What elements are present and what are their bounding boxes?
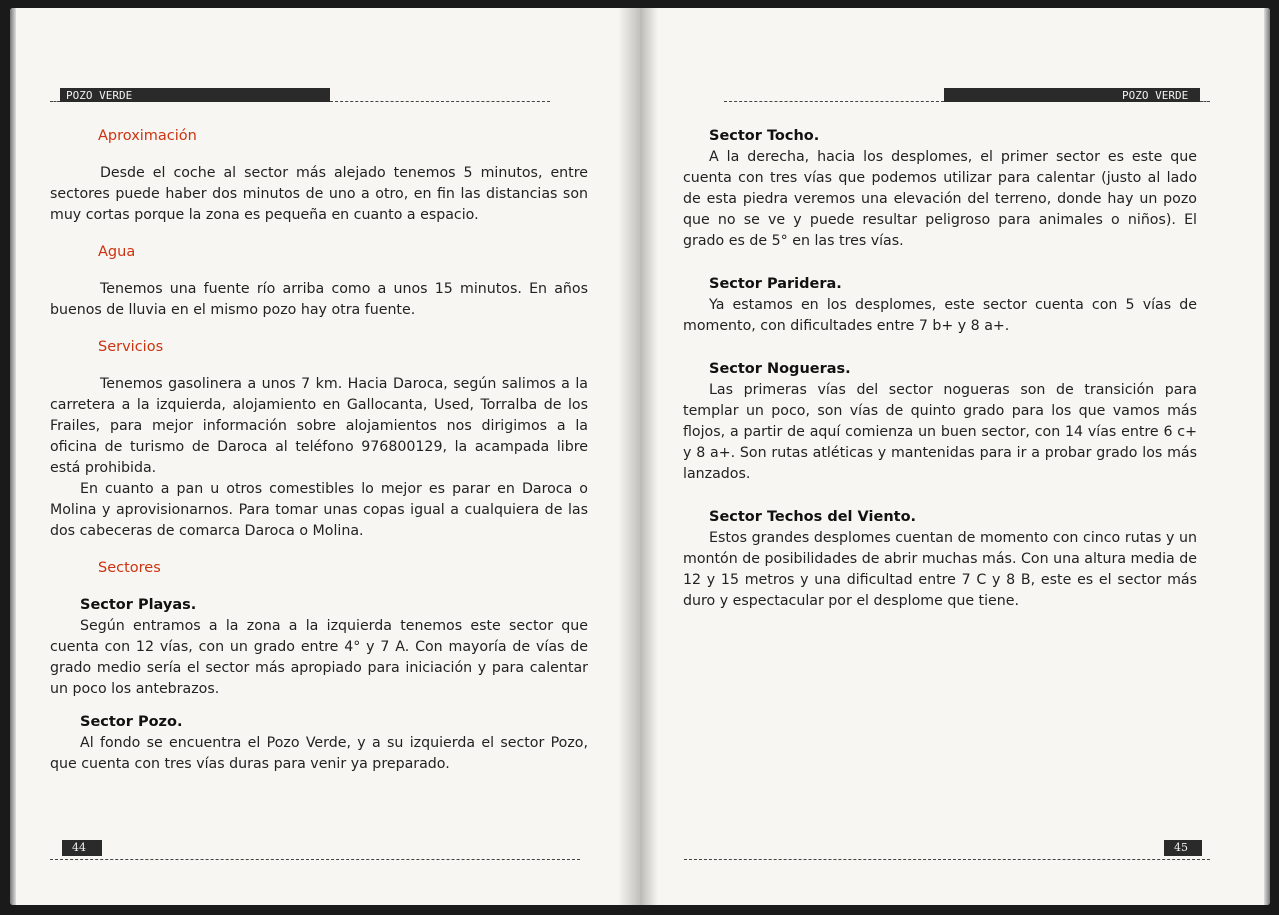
book-edge-left (10, 8, 16, 905)
paragraph-servicios-1: Tenemos gasolinera a unos 7 km. Hacia Daroca, según salimos a la carretera a la izquierda, alojamiento en Gallocanta, Used, Torralba de los Frailes, para mejor información sobre alojamientos nos dirigimos a la oficina de turismo de Daroca al teléfono 976800129, la acampada libre está prohibida. (50, 376, 588, 476)
running-header-left (60, 88, 550, 102)
paragraph-agua: Tenemos una fuente río arriba como a unos 15 minutos. En años buenos de lluvia en el mismo pozo hay otra fuente. (50, 281, 588, 318)
right-page-body (683, 126, 1197, 612)
paragraph-sector-playas: Según entramos a la zona a la izquierda tenemos este sector que cuenta con 12 vías, con un grado entre 4° y 7 A. Con mayoría de vías de grado medio sería el sector más apropiado para iniciación y para calentar un poco los antebrazos. (50, 618, 588, 697)
heading-sector-nogueras: Sector Nogueras. (709, 361, 851, 377)
heading-sector-paridera: Sector Paridera. (709, 276, 842, 292)
paragraph-sector-tocho: A la derecha, hacia los desplomes, el primer sector es este que cuenta con tres vías que podemos utilizar para calentar (justo al lado de esta piedra veremos una elevación del terreno, donde hay un pozo que no se ve y puede resultar peligroso para animales o niños). El grado es de 5° en las tres vías. (683, 149, 1197, 249)
heading-sector-pozo: Sector Pozo. (80, 714, 183, 730)
header-rule-left (330, 101, 550, 102)
paragraph-sector-nogueras: Las primeras vías del sector nogueras son de transición para templar un poco, son vías de quinto grado para los que vamos más flojos, a partir de aquí comienza un buen sector, con 14 vías entre 6 c+ y 8 a+. Son rutas atléticas y mantenidas para ir a probar grado los más lanzados. (683, 382, 1197, 482)
running-header-right (724, 88, 1210, 102)
left-page-body (50, 126, 588, 775)
paragraph-servicios-2: En cuanto a pan u otros comestibles lo mejor es parar en Daroca o Molina y aprovisionarnos. Para tomar unas copas igual a cualquiera de las dos cabeceras de comarca Daroca o Molina. (50, 481, 588, 539)
heading-agua: Agua (98, 244, 136, 260)
page-number-right: 45 (1174, 841, 1188, 854)
page-number-left: 44 (72, 841, 86, 854)
heading-sectores: Sectores (98, 560, 161, 576)
paragraph-sector-techos-del-viento: Estos grandes desplomes cuentan de momento con cinco rutas y un montón de posibilidades de abrir muchas más. Con una altura media de 12 y 15 metros y una dificultad entre 7 C y 8 B, este es el sector más duro y espectacular por el desplome que tiene. (683, 530, 1197, 609)
header-rule-right (724, 101, 944, 102)
left-page (10, 8, 640, 905)
paragraph-sector-paridera: Ya estamos en los desplomes, este sector cuenta con 5 vías de momento, con dificultades entre 7 b+ y 8 a+. (683, 297, 1197, 334)
footer-rule-left (50, 859, 580, 860)
header-rule-right-stub (1200, 101, 1210, 102)
heading-sector-techos-del-viento: Sector Techos del Viento. (709, 509, 917, 525)
right-page (640, 8, 1270, 905)
heading-sector-playas: Sector Playas. (80, 597, 197, 613)
header-title-right: POZO VERDE (1122, 89, 1189, 102)
footer-right (684, 840, 1210, 856)
heading-servicios: Servicios (98, 339, 164, 355)
book-gutter-shadow-left (618, 8, 640, 905)
header-rule-left-stub (50, 101, 60, 102)
paragraph-aproximacion: Desde el coche al sector más alejado tenemos 5 minutos, entre sectores puede haber dos minutos de uno a otro, en fin las distancias son muy cortas porque la zona es pequeña en cuanto a espacio. (50, 165, 588, 223)
header-title-left: POZO VERDE (66, 89, 133, 102)
paragraph-sector-pozo: Al fondo se encuentra el Pozo Verde, y a su izquierda el sector Pozo, que cuenta con tres vías duras para venir ya preparado. (50, 735, 588, 772)
book-edge-right (1264, 8, 1270, 905)
heading-sector-tocho: Sector Tocho. (709, 128, 820, 144)
footer-rule-right (684, 859, 1210, 860)
footer-left (50, 840, 590, 856)
heading-aproximacion: Aproximación (98, 128, 197, 144)
book-gutter-shadow-right (640, 8, 658, 905)
